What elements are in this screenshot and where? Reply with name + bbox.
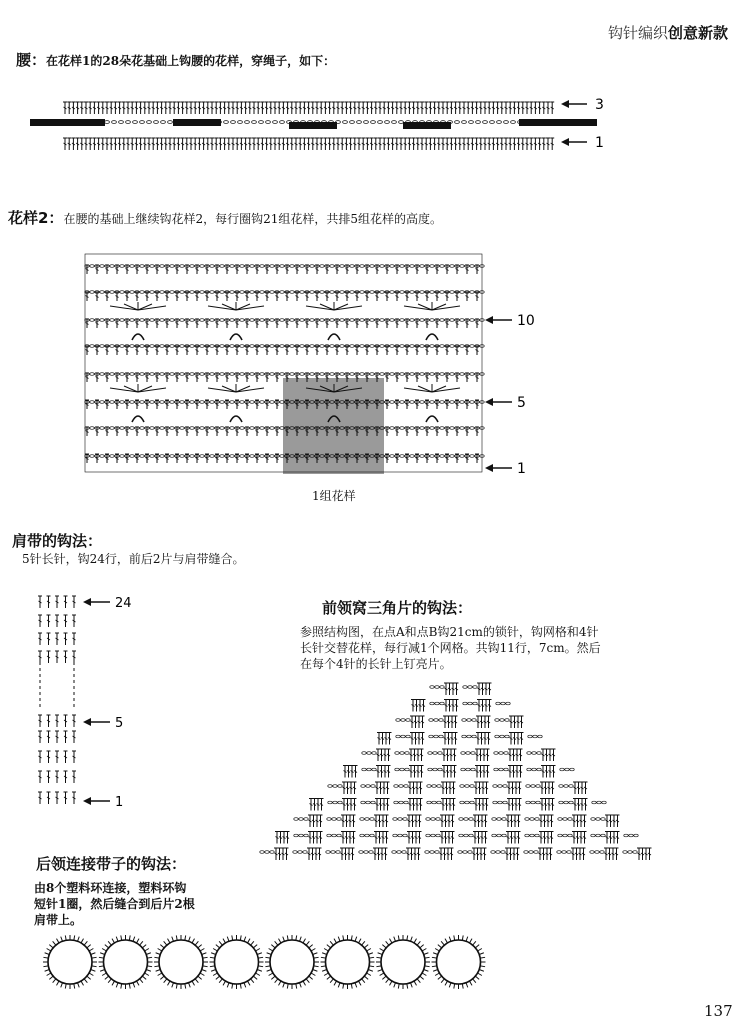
front-text-line: 在每个4针的长针上钉亮片。 [300,657,452,671]
waist-instruction [16,52,335,69]
cord-segment [519,119,597,126]
pattern2-arrow-5 [485,395,526,411]
shoulder-stitch-rows [38,596,76,804]
pattern2-chart [80,252,560,484]
shoulder-arrow-24 [83,596,132,611]
header-title-bold: 创意新款 [667,24,728,42]
back-title: 后领连接带子的钩法： [36,855,187,873]
waist-label: 腰： [16,51,47,69]
plastic-ring-icon [99,935,153,989]
pattern2-text: 在腰的基础上继续钩花样2，每行圈钩21组花样，共排5组花样的高度。 [63,212,442,226]
back-text-line: 肩带上。 [34,913,83,927]
pattern2-arrow-1 [485,461,526,477]
front-title: 前领窝三角片的钩法： [322,599,473,617]
left-arrow-icon [485,316,493,324]
pattern2-label: 花样2： [8,209,64,227]
shoulder-title: 肩带的钩法： [12,532,103,550]
pattern2-row-marker: 5 [517,395,526,411]
waist-row-marker: 1 [595,135,604,151]
back-text [34,880,195,928]
shoulder-arrow-1 [83,795,123,810]
cord-segment [173,119,221,126]
waist-chart [25,92,615,152]
page-number: 137 [704,1002,733,1020]
shoulder-row-marker: 1 [115,795,124,810]
shoulder-chart [30,590,160,820]
pattern2-instruction [8,210,442,227]
waist-arrow-3 [561,97,604,113]
rings-chart [40,930,510,995]
front-text-line: 长针交替花样，每行减1个网格。共钩11行，7cm。然后 [300,641,601,655]
back-text-line: 短针1圈，然后缝合到后片2根 [34,897,195,911]
front-triangle-chart [255,668,665,868]
running-header [608,22,728,43]
left-arrow-icon [83,718,91,726]
back-block [36,853,186,874]
plastic-ring-icon [210,935,264,989]
left-arrow-icon [485,398,493,406]
left-arrow-icon [561,100,569,108]
cord-segment [289,122,337,129]
waist-row-marker: 3 [595,97,604,113]
cord-segment [403,122,451,129]
left-arrow-icon [83,598,91,606]
header-title-plain: 钩针编织 [607,24,668,42]
plastic-ring-icon [265,935,319,989]
plastic-ring-icon [43,935,97,989]
plastic-ring-icon [376,935,430,989]
shoulder-text: 5针长针，钩24行，前后2片与肩带缝合。 [22,552,245,566]
plastic-ring-icon [321,935,375,989]
shoulder-block [12,530,245,567]
shoulder-row-marker: 5 [115,716,124,731]
left-arrow-icon [485,464,493,472]
shoulder-arrow-5 [83,716,123,731]
waist-text: 在花样1的28朵花基础上钩腰的花样，穿绳子，如下： [46,54,336,68]
plastic-ring-icon [154,935,208,989]
pattern2-row-marker: 1 [517,461,526,477]
waist-arrow-1 [561,135,604,151]
pattern2-row-marker: 10 [517,313,535,329]
cord-segment [30,119,105,126]
front-text [300,624,601,672]
shoulder-row-marker: 24 [115,596,132,611]
left-arrow-icon [561,138,569,146]
front-text-line: 参照结构图，在点A和点B钩21cm的锁针，钩网格和4针 [300,625,599,639]
front-block [300,597,601,672]
pattern2-caption: 1组花样 [312,489,356,503]
left-arrow-icon [83,797,91,805]
pattern2-arrow-10 [485,313,535,329]
plastic-ring-row [43,935,486,989]
triangle-stitch-rows [260,683,652,860]
plastic-ring-icon [432,935,486,989]
back-text-line: 由8个塑料环连接，塑料环钩 [34,881,187,895]
